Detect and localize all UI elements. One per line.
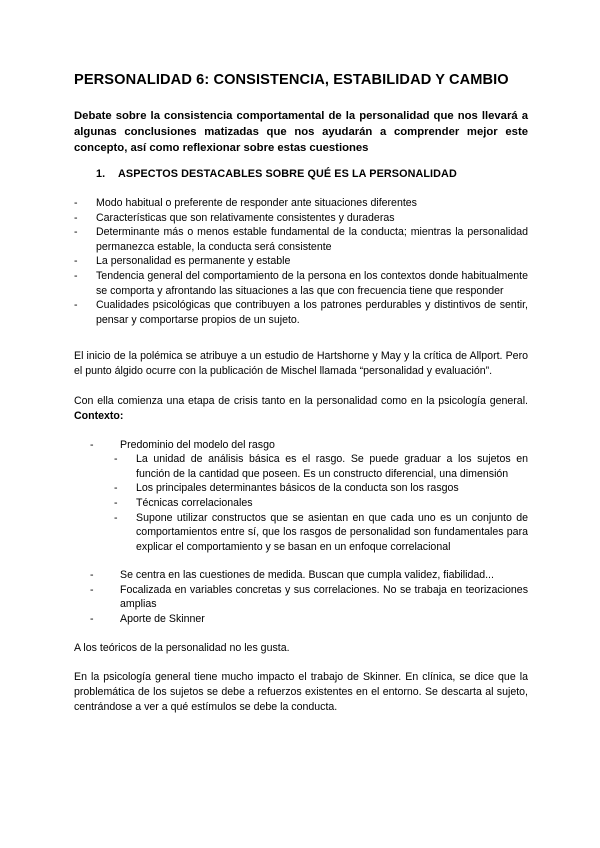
section-heading xyxy=(96,168,528,180)
list-item: - Tendencia general del comportamiento de la persona en los contextos donde habitualmente se comporta y afrontando las situaciones a las que con frecuencia tiene que responder xyxy=(74,269,528,298)
section-heading-text: ASPECTOS DESTACABLES SOBRE QUÉ ES LA PERSONALIDAD xyxy=(118,168,457,180)
list-item: - Modo habitual o preferente de responder ante situaciones diferentes xyxy=(74,196,528,211)
paragraph-polemica: El inicio de la polémica se atribuye a un estudio de Hartshorne y May y la crítica de Allport. Pero el punto álgido ocurre con la publicación de Mischel llamada “personalidad y evaluación”. xyxy=(74,350,528,378)
paragraph-crisis xyxy=(74,394,528,424)
paragraph-skinner: En la psicología general tiene mucho impacto el trabajo de Skinner. En clínica, se dice que la problemática de los sujetos se debe a refuerzos existentes en el entorno. Se descarta al sujeto, centrándose a ver a qué estímulos se debe la conducta. xyxy=(74,671,528,714)
context-list-continued xyxy=(90,568,528,626)
intro-paragraph: Debate sobre la consistencia comportamental de la personalidad que nos llevará a algunas conclusiones matizadas que nos ayudarán a comprender mejor este concepto, así como reflexionar sobre estas cuestiones xyxy=(74,110,528,154)
list-item xyxy=(90,438,528,453)
list-item: - La personalidad es permanente y estable xyxy=(74,254,528,269)
sublist-item: - Técnicas correlacionales xyxy=(114,496,528,511)
paragraph-crisis-text: Con ella comienza una etapa de crisis tanto en la personalidad como en la psicología general. xyxy=(74,394,528,407)
list-item: - Características que son relativamente consistentes y duraderas xyxy=(74,211,528,226)
paragraph-teoricos: A los teóricos de la personalidad no les gusta. xyxy=(74,641,290,654)
context-sublist xyxy=(114,452,528,554)
personality-aspects-list xyxy=(74,196,528,327)
sublist-item: - La unidad de análisis básica es el rasgo. Se puede graduar a los sujetos en función de la cantidad que poseen. Es un constructo diferencial, una dimensión xyxy=(114,452,528,481)
section-number: 1. xyxy=(96,168,106,180)
list-item: - Se centra en las cuestiones de medida. Buscan que cumpla validez, fiabilidad... xyxy=(90,568,528,583)
context-label: Contexto: xyxy=(74,409,124,422)
sublist-item: - Supone utilizar constructos que se asientan en que cada uno es un conjunto de comportamientos entre sí, que los rasgos de personalidad son fundamentales para explicar el comportamiento y se basan en un enfoque correlacional xyxy=(114,511,528,555)
list-item: - Aporte de Skinner xyxy=(90,612,528,627)
document-title: PERSONALIDAD 6: CONSISTENCIA, ESTABILIDAD Y CAMBIO xyxy=(74,72,509,88)
list-item-text: Predominio del modelo del rasgo xyxy=(120,438,275,451)
document-page xyxy=(74,72,528,715)
list-item: - Cualidades psicológicas que contribuyen a los patrones perdurables y distintivos de sentir, pensar y comportarse propios de un sujeto. xyxy=(74,298,528,327)
context-list xyxy=(90,438,528,453)
list-item: - Focalizada en variables concretas y sus correlaciones. No se trabaja en teorizaciones amplias xyxy=(90,583,528,612)
list-item: - Determinante más o menos estable fundamental de la conducta; mientras la personalidad permanezca estable, la conducta será consistente xyxy=(74,225,528,254)
sublist-item: - Los principales determinantes básicos de la conducta son los rasgos xyxy=(114,481,528,496)
